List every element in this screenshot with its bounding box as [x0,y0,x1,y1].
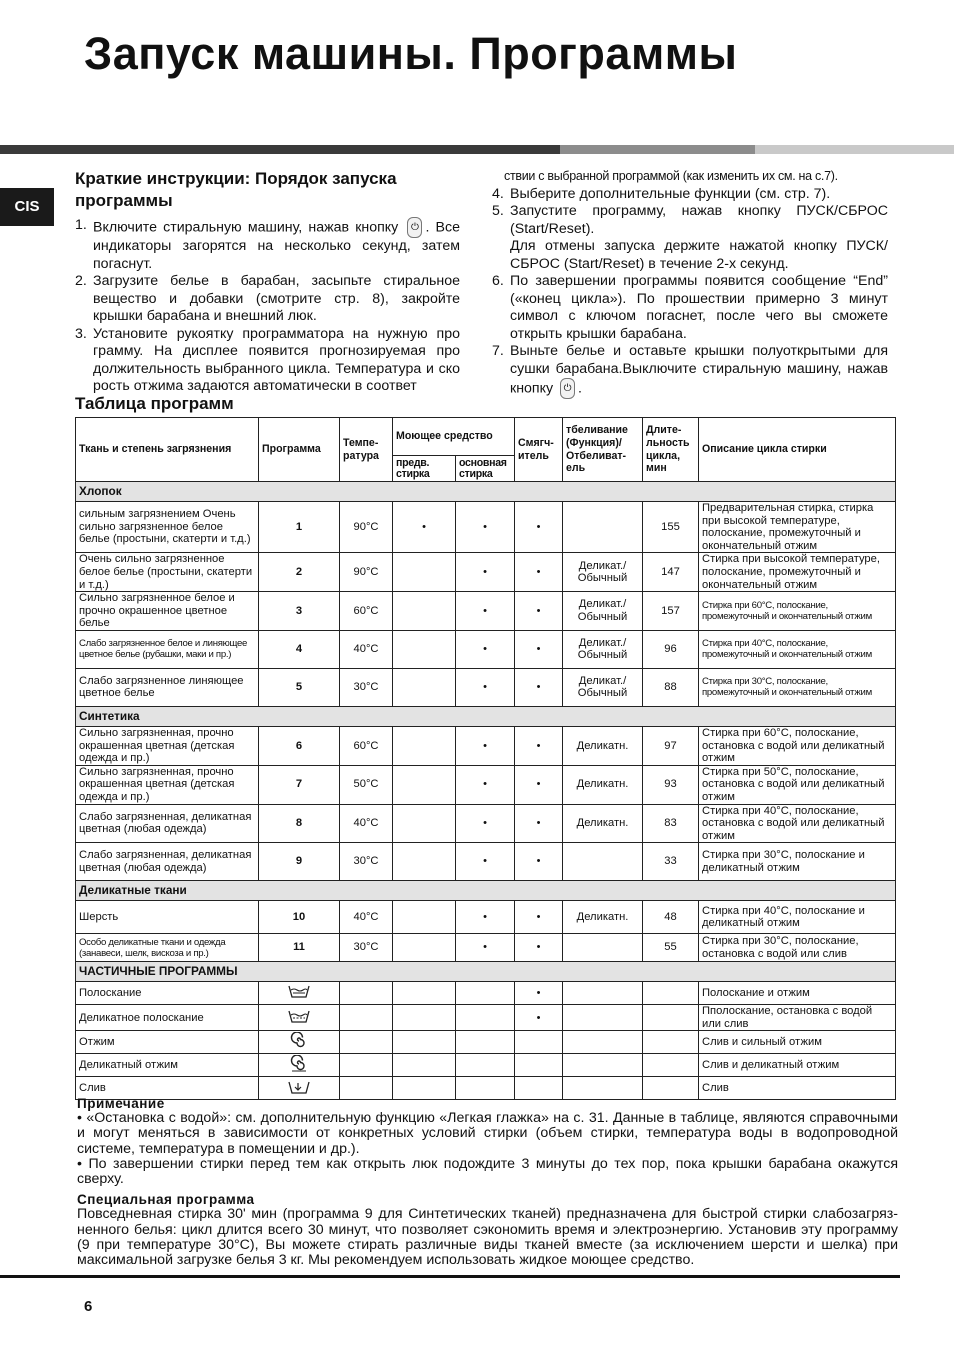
bleach-cell: Деликат./ Обычный [563,668,643,706]
page-title: Запуск машины. Программы [84,28,738,79]
pre-wash-cell [393,592,456,631]
description-cell: Стирка при 60°C, полоскание, остановка с водой или деликатный отжим [699,726,896,765]
program-table [75,417,896,1100]
softener-cell: • [515,502,563,553]
duration-cell: 97 [643,726,699,765]
table-section-row [76,962,896,982]
step-number: 4. [492,185,504,202]
step-text [510,203,888,273]
pre-wash-cell [393,630,456,668]
fabric-cell: Сильно загрязненная, прочно окрашенная цветная (детская одежда и пр.) [76,726,259,765]
table-section-row [76,881,896,901]
page-number: 6 [84,1298,93,1315]
description-cell: Стирка при 40°C, полоскание и деликатный отжим [699,901,896,934]
program-symbol-cell [259,1054,340,1077]
pre-wash-cell [393,1031,456,1054]
description-cell: Пполоскание, остановка с водой или слив [699,1005,896,1031]
pre-wash-cell [393,765,456,804]
table-row [76,982,896,1005]
bleach-cell [563,982,643,1005]
softener-cell: • [515,726,563,765]
step-number: 1. [75,217,87,233]
main-wash-cell [456,1031,515,1054]
section-title: Деликатные ткани [76,881,896,901]
main-wash-cell [456,1005,515,1031]
duration-cell: 96 [643,630,699,668]
header-detergent: Моющее средство [393,418,515,456]
duration-cell: 147 [643,553,699,592]
fabric-cell: сильным загрязнением Очень сильно загрязненное белое белье (простыни, скатерти и т.д.) [76,502,259,553]
fabric-cell: Слабо загрязненная, деликатная цветная (любая одежда) [76,843,259,881]
program-number-cell: 3 [259,592,340,631]
step-text [93,217,460,273]
program-number-cell: 4 [259,630,340,668]
special-program-text: Повседневная стирка 30' мин (программа 9 для Синтетических тканей) предназначена для быстрой стирки слабозагрязненного белья: цикл длится всего 30 минут, что позволяет сэкономить время и электроэнергию. Установив эту программу (9 при температуре 30°C), Вы можете стирать различные виды тканей вместе (за исключением шерсти и шелка) при максимальной загрузке белья 3 кг. Мы рекомендуем использовать жидкое моющее средство. [77,1206,898,1269]
description-cell: Слив [699,1077,896,1100]
instructions-right-column [492,168,888,399]
table-row [76,1031,896,1054]
section-title: Хлопок [76,482,896,502]
step-text-before: Включите стиральную машину, нажав кнопку [93,219,399,236]
header-pre-wash: предв. стирка [393,456,456,482]
duration-cell: 55 [643,934,699,962]
softener-cell [515,1031,563,1054]
language-tab: CIS [0,188,54,226]
notes-section [77,1096,898,1268]
step-number: 7. [492,343,504,359]
step-text-before: Выньте белье и оставьте крышки полуоткрытыми для сушки барабана.Выключите стиральную машину, нажав кнопку [510,343,888,397]
program-table-body [76,482,896,1100]
bleach-cell [563,934,643,962]
step-number: 2. [75,273,87,289]
notes-heading: Примечание [77,1096,165,1111]
header-divider-bar [0,145,954,154]
softener-cell: • [515,553,563,592]
delicate-rinse-icon [287,1015,311,1027]
main-wash-cell [456,1054,515,1077]
fabric-cell: Слабо загрязненная, деликатная цветная (любая одежда) [76,804,259,843]
duration-cell [643,982,699,1005]
softener-cell: • [515,668,563,706]
main-wash-cell: • [456,553,515,592]
step-3-continuation: ствии с выбранной программой (как изменить их см. на с.7). [504,169,838,183]
temperature-cell [340,1005,393,1031]
temperature-cell: 30°C [340,668,393,706]
main-wash-cell: • [456,502,515,553]
step-3 [75,326,460,396]
pre-wash-cell [393,1005,456,1031]
softener-cell: • [515,630,563,668]
table-row [76,726,896,765]
duration-cell: 93 [643,765,699,804]
table-row [76,1054,896,1077]
duration-cell: 83 [643,804,699,843]
main-wash-cell: • [456,901,515,934]
bleach-cell: Деликат./ Обычный [563,630,643,668]
fabric-cell: Слив [76,1077,259,1100]
power-button-icon: ⏻ [407,217,422,238]
temperature-cell [340,1054,393,1077]
softener-cell: • [515,592,563,631]
note-item: • По завершении стирки перед тем как открыть люк подождите 3 минуты до тех пор, пока крышки барабана окажутся сверху. [77,1155,898,1188]
step-text-after: . Все индикаторы загорятся на несколько секунд, затем погаснут. [93,219,460,272]
fabric-cell: Очень сильно загрязненное белое белье (простыни, скатерти и т.д.) [76,553,259,592]
fabric-cell: Деликатный отжим [76,1054,259,1077]
header-duration: Длите-льность цикла, мин [643,418,699,482]
temperature-cell: 90°C [340,553,393,592]
program-symbol-cell [259,982,340,1005]
bleach-cell [563,843,643,881]
description-cell: Слив и сильный отжим [699,1031,896,1054]
description-cell: Стирка при 30°C, полоскание, остановка с водой или слив [699,934,896,962]
table-row [76,502,896,553]
step-number: 3. [75,325,87,342]
step-text-after: . [578,380,582,397]
table-row [76,1005,896,1031]
step-number: 6. [492,273,504,289]
table-row [76,630,896,668]
bleach-cell: Деликат./ Обычный [563,592,643,631]
bleach-cell [563,502,643,553]
fabric-cell: Полоскание [76,982,259,1005]
instructions-left-column [75,168,460,396]
spin-icon [289,1041,309,1053]
pre-wash-cell [393,982,456,1005]
step-number: 5. [492,203,504,219]
temperature-cell: 30°C [340,843,393,881]
duration-cell [643,1054,699,1077]
step-text [510,343,888,399]
step-5 [492,203,888,273]
section-title: Синтетика [76,706,896,726]
pre-wash-cell [393,843,456,881]
step-text: По завершении программы появится сообщение “End” («конец цикла»). По прошествии примерно 3 минут символ с ключом погаснет, после чего вы сможете открыть крышки барабана. [510,273,888,342]
duration-cell: 33 [643,843,699,881]
softener-cell: • [515,804,563,843]
fabric-cell: Сильно загрязненное белое и прочно окрашенное цветное белье [76,592,259,631]
fabric-cell: Особо деликатные ткани и одежда (занавеси, шелк, вискоза и пр.) [76,934,259,962]
step-6 [492,273,888,343]
table-row [76,934,896,962]
duration-cell [643,1005,699,1031]
description-cell: Стирка при 60°C, полоскание, промежуточный и окончательный отжим [699,592,896,631]
table-header-row [76,418,896,456]
pre-wash-cell [393,726,456,765]
fabric-cell: Слабо загрязненное белое и линяющее цветное белье (рубашки, маки и пр.) [76,630,259,668]
bleach-cell [563,1054,643,1077]
softener-cell: • [515,765,563,804]
temperature-cell [340,1031,393,1054]
main-wash-cell: • [456,843,515,881]
fabric-cell: Слабо загрязненное линяющее цветное белье [76,668,259,706]
table-row [76,901,896,934]
pre-wash-cell [393,934,456,962]
main-wash-cell: • [456,668,515,706]
step-4 [492,186,888,204]
softener-cell [515,1054,563,1077]
bleach-cell: Деликат./ Обычный [563,553,643,592]
pre-wash-cell [393,668,456,706]
step-1 [75,217,460,273]
main-wash-cell: • [456,630,515,668]
pre-wash-cell [393,1054,456,1077]
header-program: Программа [259,418,340,482]
delicate-spin-icon [289,1064,309,1076]
description-cell: Стирка при 30°C, полоскание, промежуточный и окончательный отжим [699,668,896,706]
step-2 [75,273,460,326]
note-item: • «Остановка с водой»: см. дополнительную функцию «Легкая глажка» на с. 31. Данные в таблице, являются справочными и могут меняться в зависимости от конкретных условий стирки (объем стирки, температура воды в водопроводной системе, температура в помещении и др.). [77,1110,898,1157]
step-text: Установите рукоятку программатора на нужную про грамму. На дисплее появится прогнозируемая про должительность выбранного цикла. Температура и ско рость отжима задаются автоматически в соответ [93,325,460,394]
main-wash-cell: • [456,592,515,631]
duration-cell: 48 [643,901,699,934]
softener-cell: • [515,1005,563,1031]
softener-cell: • [515,982,563,1005]
power-button-icon: ⏻ [560,378,575,399]
section-title: ЧАСТИЧНЫЕ ПРОГРАММЫ [76,962,896,982]
step-7 [492,343,888,399]
fabric-cell: Шерсть [76,901,259,934]
description-cell: Полоскание и отжим [699,982,896,1005]
description-cell: Стирка при высокой температуре, полоскание, промежуточный и окончательный отжим [699,553,896,592]
description-cell: Слив и деликатный отжим [699,1054,896,1077]
step-text-extra: Для отмены запуска держите нажатой кнопку ПУСК/ СБРОС (Start/Reset) в течение 2-х секунд. [510,238,888,272]
rinse-icon [287,990,311,1002]
table-row [76,804,896,843]
bleach-cell: Деликатн. [563,901,643,934]
program-number-cell: 2 [259,553,340,592]
duration-cell: 88 [643,668,699,706]
header-bleach: тбеливание (Функция)/ Отбеливат-ель [563,418,643,482]
bleach-cell [563,1031,643,1054]
step-text-main: Запустите программу, нажав кнопку ПУСК/СБРОС (Start/Reset). [510,203,888,237]
header-fabric: Ткань и степень загрязнения [76,418,259,482]
main-wash-cell: • [456,765,515,804]
softener-cell: • [515,901,563,934]
bleach-cell: Деликатн. [563,804,643,843]
softener-cell: • [515,843,563,881]
bleach-cell [563,1005,643,1031]
description-cell: Стирка при 40°C, полоскание, промежуточный и окончательный отжим [699,630,896,668]
temperature-cell: 40°C [340,804,393,843]
temperature-cell: 90°C [340,502,393,553]
table-section-row [76,482,896,502]
table-row [76,553,896,592]
program-number-cell: 8 [259,804,340,843]
program-number-cell: 1 [259,502,340,553]
table-row [76,843,896,881]
temperature-cell [340,982,393,1005]
program-table-title: Таблица программ [75,394,234,413]
fabric-cell: Сильно загрязненная, прочно окрашенная цветная (детская одежда и пр.) [76,765,259,804]
pre-wash-cell: • [393,502,456,553]
temperature-cell: 40°C [340,630,393,668]
main-wash-cell: • [456,726,515,765]
program-number-cell: 9 [259,843,340,881]
step-text: Загрузите белье в барабан, засыпьте стиральное вещество и добавки (смотрите стр. 8), закройте крышки барабана и внешний люк. [93,273,460,324]
description-cell: Стирка при 30°C, полоскание и деликатный отжим [699,843,896,881]
temperature-cell: 40°C [340,901,393,934]
temperature-cell: 50°C [340,765,393,804]
description-cell: Стирка при 40°C, полоскание, остановка с водой или деликатный отжим [699,804,896,843]
duration-cell: 157 [643,592,699,631]
description-cell: Предварительная стирка, стирка при высокой температуре, полоскание, промежуточный и окончательный отжим [699,502,896,553]
program-number-cell: 10 [259,901,340,934]
instructions-heading: Краткие инструкции: Порядок запуска программы [75,169,397,210]
main-wash-cell [456,982,515,1005]
table-row [76,668,896,706]
program-symbol-cell [259,1031,340,1054]
program-number-cell: 6 [259,726,340,765]
description-cell: Стирка при 50°C, полоскание, остановка с водой или деликатный отжим [699,765,896,804]
bar-segment-mid [560,145,755,154]
duration-cell: 155 [643,502,699,553]
header-temperature: Темпе-ратура [340,418,393,482]
bleach-cell: Деликатн. [563,765,643,804]
program-symbol-cell [259,1005,340,1031]
table-row [76,592,896,631]
pre-wash-cell [393,553,456,592]
temperature-cell: 60°C [340,592,393,631]
temperature-cell: 60°C [340,726,393,765]
header-softener: Смягч-итель [515,418,563,482]
step-text: Выберите дополнительные функции (см. стр. 7). [510,185,831,202]
pre-wash-cell [393,901,456,934]
program-number-cell: 11 [259,934,340,962]
main-wash-cell: • [456,934,515,962]
pre-wash-cell [393,804,456,843]
fabric-cell: Отжим [76,1031,259,1054]
main-wash-cell: • [456,804,515,843]
table-section-row [76,706,896,726]
temperature-cell: 30°C [340,934,393,962]
table-row [76,765,896,804]
special-program-heading: Специальная программа [77,1192,255,1208]
softener-cell: • [515,934,563,962]
bar-segment-light [755,145,954,154]
program-number-cell: 5 [259,668,340,706]
header-description: Описание цикла стирки [699,418,896,482]
footer-rule [0,1275,900,1278]
header-main-wash: основная стирка [456,456,515,482]
duration-cell [643,1031,699,1054]
bar-segment-dark [0,145,560,154]
fabric-cell: Деликатное полоскание [76,1005,259,1031]
bleach-cell: Деликатн. [563,726,643,765]
program-number-cell: 7 [259,765,340,804]
